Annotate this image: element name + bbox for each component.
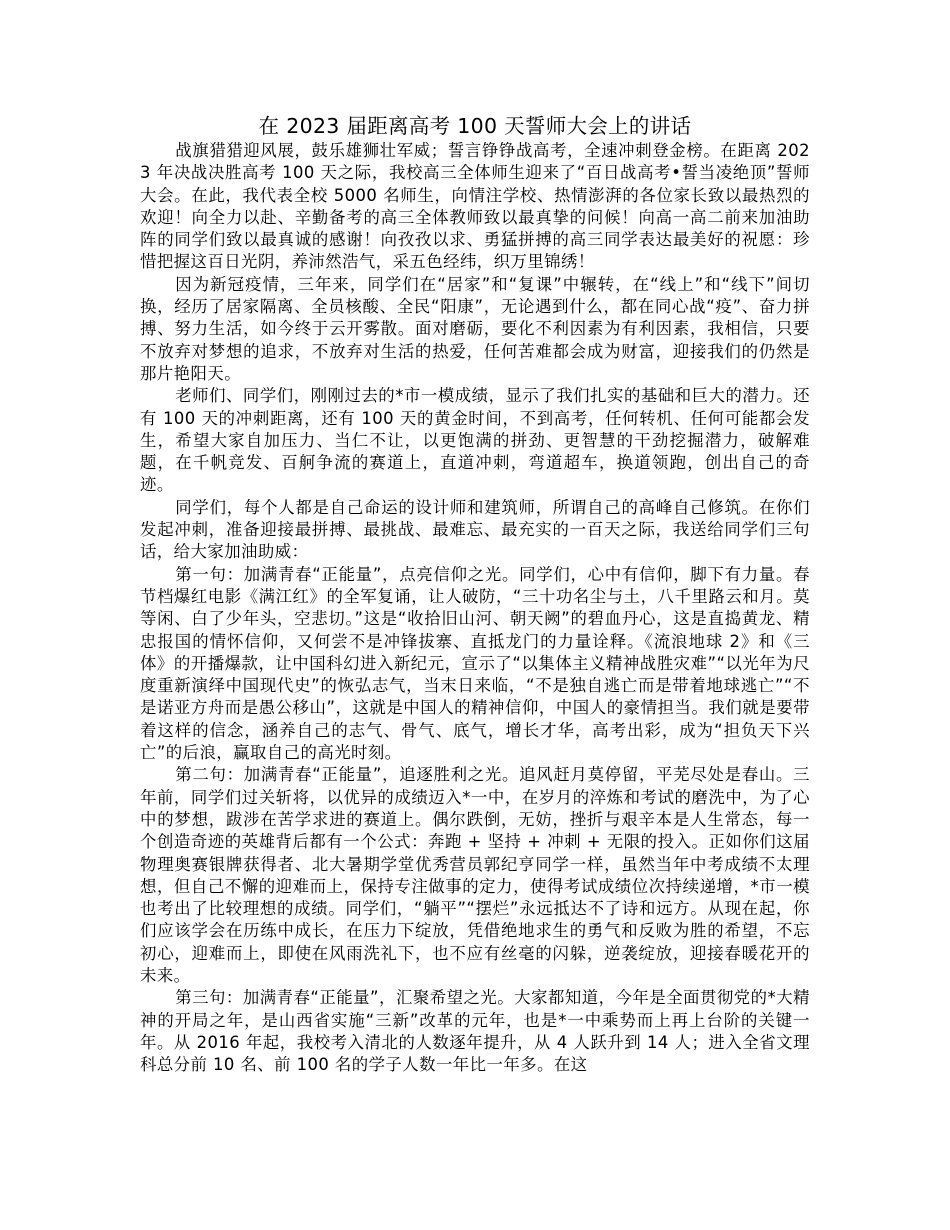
document-title: 在 2023 届距离高考 100 天誓师大会上的讲话	[258, 114, 692, 138]
paragraph-opening: 战旗猎猎迎风展，鼓乐雄狮壮军威；誓言铮铮战高考，全速冲刺登金榜。在距离 2023 年决战决胜高考 100 天之际，我校高三全体师生迎来了“百日战高考•誓当凌绝顶”誓师大会。在此，我代表全校 5000 名师生，向情注学校、热情澎湃的各位家长致以最热烈的欢迎！向全力以赴、辛勤备考的高三全体教师致以最真挚的问候！向高一高二前来加油助阵的同学们致以最真诚的感谢！向孜孜以求、勇猛拼搏的高三同学表达最美好的祝愿：珍惜把握这百日光阴，养沛然浩气，采五色经纬，织万里锦绣！	[140, 141, 810, 272]
paragraph-pandemic: 因为新冠疫情，三年来，同学们在“居家”和“复课”中辗转，在“线上”和“线下”间切换，经历了居家隔离、全员核酸、全民“阳康”，无论遇到什么，都在同心战“疫”、奋力拼搏、努力生活，如今终于云开雾散。面对磨砺，要化不利因素为有利因素，我相信，只要不放弃对梦想的追求，不放弃对生活的热爱，任何苦难都会成为财富，迎接我们的仍然是那片艳阳天。	[140, 274, 810, 383]
paragraph-three-sentences-intro: 同学们，每个人都是自己命运的设计师和建筑师，所谓自己的高峰自己修筑。在你们发起冲刺，准备迎接最拼搏、最挑战、最难忘、最充实的一百天之际，我送给同学们三句话，给大家加油助威：	[140, 497, 810, 562]
document-page	[140, 112, 810, 1076]
paragraph-third-sentence: 第三句：加满青春“正能量”，汇聚希望之光。大家都知道，今年是全面贯彻党的*大精神的开局之年，是山西省实施“三新”改革的元年，也是*一中乘势而上再上台阶的关键一年。从 2016 年起，我校考入清北的人数逐年提升，从 4 人跃升到 14 人；进入全省文理科总分前 10 名、前 100 名的学子人数一年比一年多。在这	[140, 988, 810, 1075]
paragraph-first-sentence: 第一句：加满青春“正能量”，点亮信仰之光。同学们，心中有信仰，脚下有力量。春节档爆红电影《满江红》的全军复诵，让人破防，“三十功名尘与土，八千里路云和月。莫等闲、白了少年头，空悲切。”这是“收拾旧山河、朝天阙”的碧血丹心，这是直捣黄龙、精忠报国的情怀信仰，又何尝不是冲锋拔寨、直抵龙门的力量诠释。《流浪地球 2》和《三体》的开播爆款，让中国科幻进入新纪元，宣示了“以集体主义精神战胜灾难”“以光年为尺度重新演绎中国现代史”的恢弘志气，当末日来临，“不是独自逃亡而是带着地球逃亡”“不是诺亚方舟而是愚公移山”，这就是中国人的精神信仰，中国人的豪情担当。我们就是要带着这样的信念，涵养自己的志气、骨气、底气，增长才华，高考出彩，成为“担负天下兴亡”的后浪，赢取自己的高光时刻。	[140, 564, 810, 763]
paragraph-mock-exam: 老师们、同学们，刚刚过去的*市一模成绩，显示了我们扎实的基础和巨大的潜力。还有 100 天的冲刺距离，还有 100 天的黄金时间，不到高考，任何转机、任何可能都会发生，希望大家自加压力、当仁不让，以更饱满的拼劲、更智慧的干劲挖掘潜力，破解难题，在千帆竞发、百舸争流的赛道上，直道冲刺，弯道超车，换道领跑，创出自己的奇迹。	[140, 386, 810, 495]
paragraph-second-sentence: 第二句：加满青春“正能量”，追逐胜利之光。追风赶月莫停留，平芜尽处是春山。三年前，同学们过关斩将，以优异的成绩迈入*一中，在岁月的淬炼和考试的磨洗中，为了心中的梦想，跋涉在苦学求进的赛道上。偶尔跌倒，无妨，挫折与艰辛本是人生常态，每一个创造奇迹的英雄背后都有一个公式：奔跑 + 坚持 + 冲刺 + 无限的投入。正如你们这届物理奥赛银牌获得者、北大暑期学堂优秀营员郭纪亨同学一样，虽然当年中考成绩不太理想，但自己不懈的迎难而上，保持专注做事的定力，使得考试成绩位次持续递增，*市一模也考出了比较理想的成绩。同学们，“躺平”“摆烂”永远抵达不了诗和远方。从现在起，你们应该学会在历练中成长，在压力下绽放，凭借绝地求生的勇气和反败为胜的希望，不忘初心，迎难而上，即使在风雨洗礼下，也不应有丝毫的闪躲，逆袭绽放，迎接春暖花开的未来。	[140, 765, 810, 985]
